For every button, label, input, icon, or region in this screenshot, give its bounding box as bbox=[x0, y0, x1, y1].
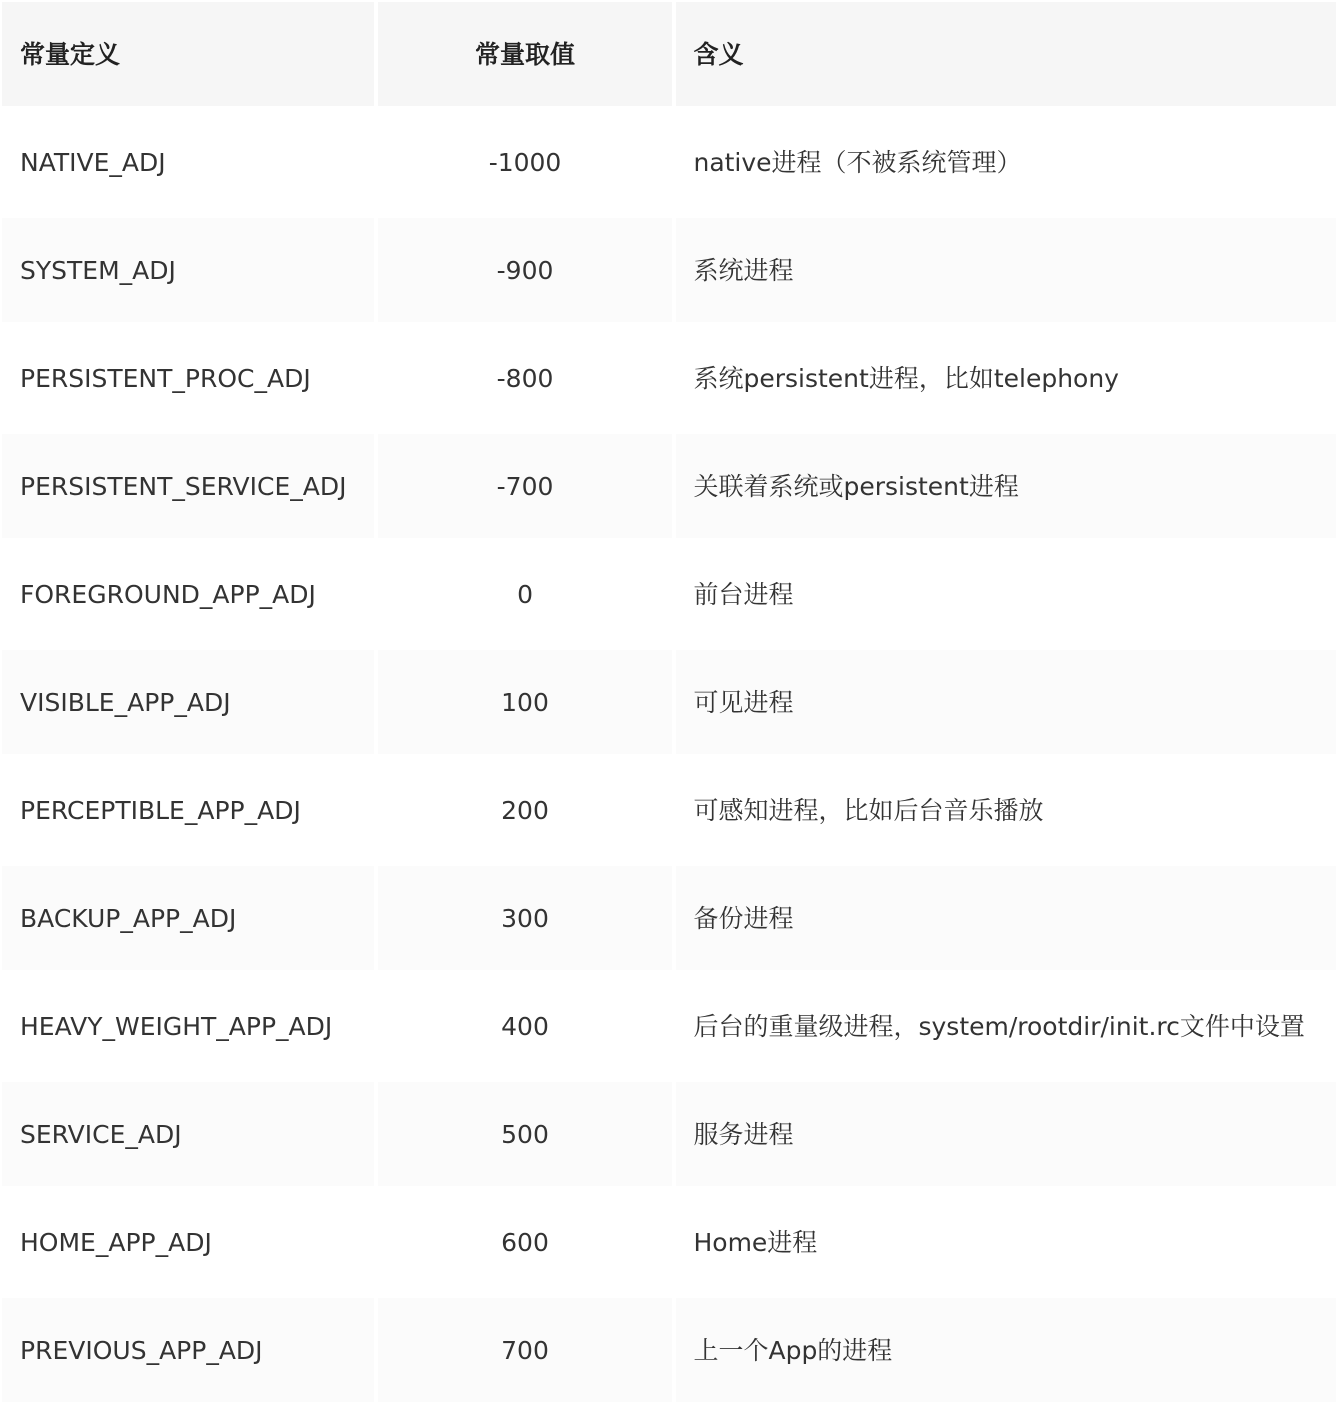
constant-value-cell: 700 bbox=[378, 1298, 673, 1402]
table-row bbox=[2, 1190, 1336, 1294]
constant-name-cell: FOREGROUND_APP_ADJ bbox=[2, 542, 374, 646]
constant-name-cell: SYSTEM_ADJ bbox=[2, 218, 374, 322]
meaning-cell: 系统进程 bbox=[676, 218, 1336, 322]
constant-value-cell: 0 bbox=[378, 542, 673, 646]
table-header bbox=[2, 2, 1336, 106]
constant-name-cell: HOME_APP_ADJ bbox=[2, 1190, 374, 1294]
table-row bbox=[2, 650, 1336, 754]
table-row bbox=[2, 974, 1336, 1078]
header-constant-definition: 常量定义 bbox=[2, 2, 374, 106]
constant-name-cell: VISIBLE_APP_ADJ bbox=[2, 650, 374, 754]
meaning-cell: 上一个App的进程 bbox=[676, 1298, 1336, 1402]
meaning-cell: 系统persistent进程，比如telephony bbox=[676, 326, 1336, 430]
constant-value-cell: 500 bbox=[378, 1082, 673, 1186]
constant-name-cell: PERSISTENT_PROC_ADJ bbox=[2, 326, 374, 430]
constant-value-cell: -800 bbox=[378, 326, 673, 430]
table-row bbox=[2, 866, 1336, 970]
meaning-cell: native进程（不被系统管理） bbox=[676, 110, 1336, 214]
table-body bbox=[2, 110, 1336, 1402]
constant-name-cell: NATIVE_ADJ bbox=[2, 110, 374, 214]
constant-value-cell: -900 bbox=[378, 218, 673, 322]
table-row bbox=[2, 110, 1336, 214]
meaning-cell: Home进程 bbox=[676, 1190, 1336, 1294]
table-row bbox=[2, 434, 1336, 538]
constant-name-cell: PERCEPTIBLE_APP_ADJ bbox=[2, 758, 374, 862]
meaning-cell: 服务进程 bbox=[676, 1082, 1336, 1186]
constant-value-cell: -1000 bbox=[378, 110, 673, 214]
constant-value-cell: 100 bbox=[378, 650, 673, 754]
table-row bbox=[2, 326, 1336, 430]
meaning-cell: 前台进程 bbox=[676, 542, 1336, 646]
constant-value-cell: 200 bbox=[378, 758, 673, 862]
table-row bbox=[2, 1082, 1336, 1186]
header-constant-value: 常量取值 bbox=[378, 2, 673, 106]
constant-name-cell: SERVICE_ADJ bbox=[2, 1082, 374, 1186]
table-row bbox=[2, 1298, 1336, 1402]
constant-value-cell: 400 bbox=[378, 974, 673, 1078]
header-row bbox=[2, 2, 1336, 106]
meaning-cell: 备份进程 bbox=[676, 866, 1336, 970]
meaning-cell: 关联着系统或persistent进程 bbox=[676, 434, 1336, 538]
constant-value-cell: 600 bbox=[378, 1190, 673, 1294]
table-row bbox=[2, 542, 1336, 646]
constant-name-cell: HEAVY_WEIGHT_APP_ADJ bbox=[2, 974, 374, 1078]
meaning-cell: 可感知进程，比如后台音乐播放 bbox=[676, 758, 1336, 862]
constant-name-cell: PREVIOUS_APP_ADJ bbox=[2, 1298, 374, 1402]
header-meaning: 含义 bbox=[676, 2, 1336, 106]
constant-name-cell: BACKUP_APP_ADJ bbox=[2, 866, 374, 970]
table-row bbox=[2, 218, 1336, 322]
constant-name-cell: PERSISTENT_SERVICE_ADJ bbox=[2, 434, 374, 538]
constant-value-cell: -700 bbox=[378, 434, 673, 538]
meaning-cell: 后台的重量级进程，system/rootdir/init.rc文件中设置 bbox=[676, 974, 1336, 1078]
constant-value-cell: 300 bbox=[378, 866, 673, 970]
meaning-cell: 可见进程 bbox=[676, 650, 1336, 754]
table-row bbox=[2, 758, 1336, 862]
